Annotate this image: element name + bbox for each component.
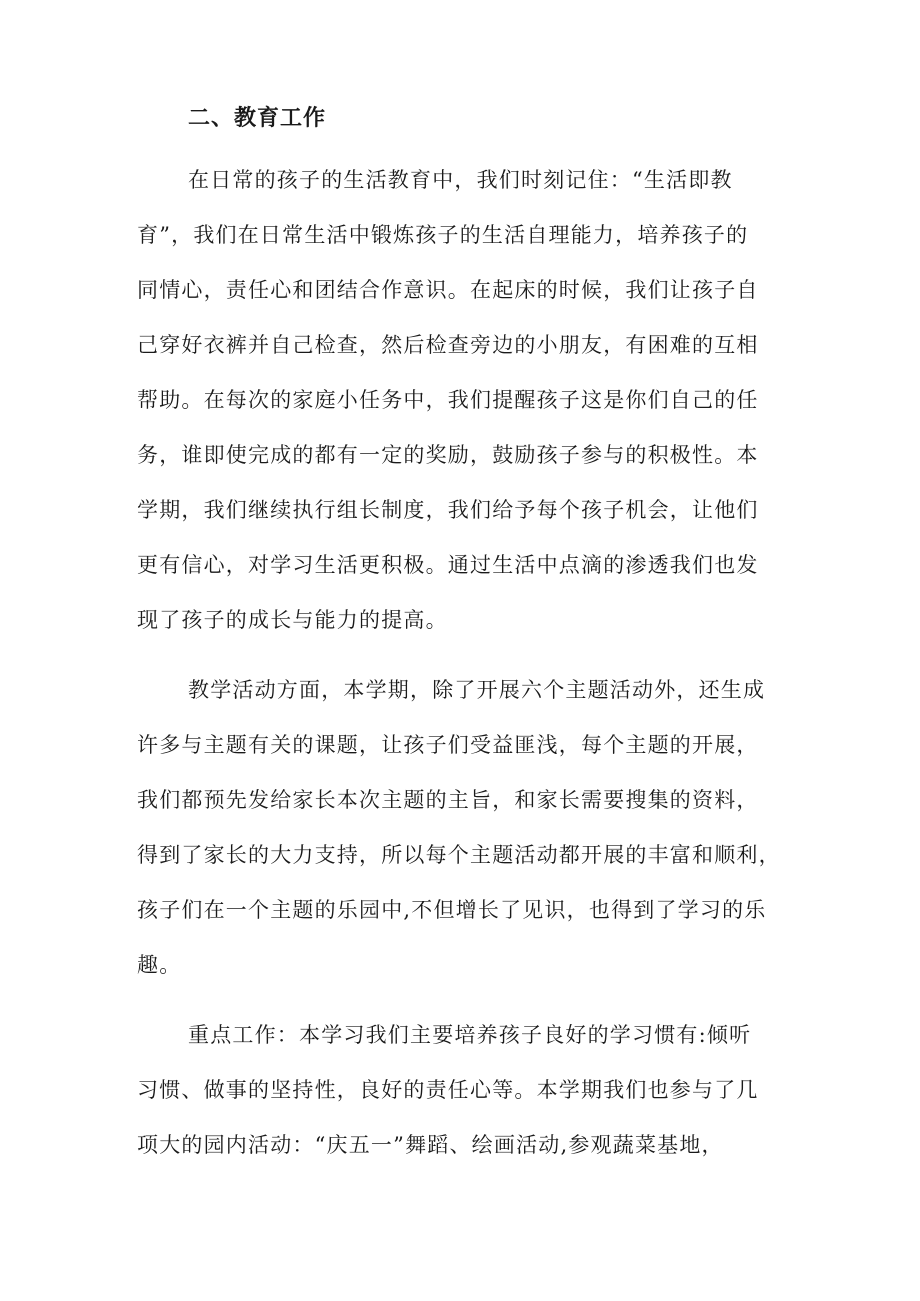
text-line: 己穿好衣裤并自己检查，然后检查旁边的小朋友，有困难的互相	[137, 333, 759, 357]
text-line: 孩子们在一个主题的乐园中,不但增长了见识，也得到了学习的乐	[137, 898, 767, 922]
text-line: 学期，我们继续执行组长制度，我们给予每个孩子机会，让他们	[137, 498, 759, 522]
text-line: 我们都预先发给家长本次主题的主旨，和家长需要搜集的资料，	[137, 788, 759, 812]
text-line: 许多与主题有关的课题，让孩子们受益匪浅，每个主题的开展，	[137, 733, 759, 757]
text-line: 帮助。在每次的家庭小任务中，我们提醒孩子这是你们自己的任	[137, 388, 759, 412]
text-line: 重点工作：本学习我们主要培养孩子良好的学习惯有:倾听	[188, 1023, 752, 1047]
text-line: 教学活动方面，本学期，除了开展六个主题活动外，还生成	[188, 678, 766, 702]
text-line: 更有信心，对学习生活更积极。通过生活中点滴的渗透我们也发	[137, 553, 759, 577]
text-line: 同情心，责任心和团结合作意识。在起床的时候，我们让孩子自	[137, 278, 759, 302]
text-line: 习惯、做事的坚持性，良好的责任心等。本学期我们也参与了几	[137, 1078, 759, 1102]
text-line: 得到了家长的大力支持，所以每个主题活动都开展的丰富和顺利，	[137, 843, 781, 867]
text-line: 在日常的孩子的生活教育中，我们时刻记住：“生活即教	[188, 168, 733, 192]
section-heading: 二、教育工作	[188, 105, 327, 131]
text-line: 趣。	[137, 953, 182, 977]
text-line: 现了孩子的成长与能力的提高。	[137, 608, 448, 632]
text-line: 项大的园内活动：“庆五一”舞蹈、绘画活动,参观蔬菜基地，	[137, 1133, 724, 1157]
text-line: 务，谁即使完成的都有一定的奖励，鼓励孩子参与的积极性。本	[137, 443, 759, 467]
text-line: 育”，我们在日常生活中锻炼孩子的生活自理能力，培养孩子的	[137, 223, 749, 247]
